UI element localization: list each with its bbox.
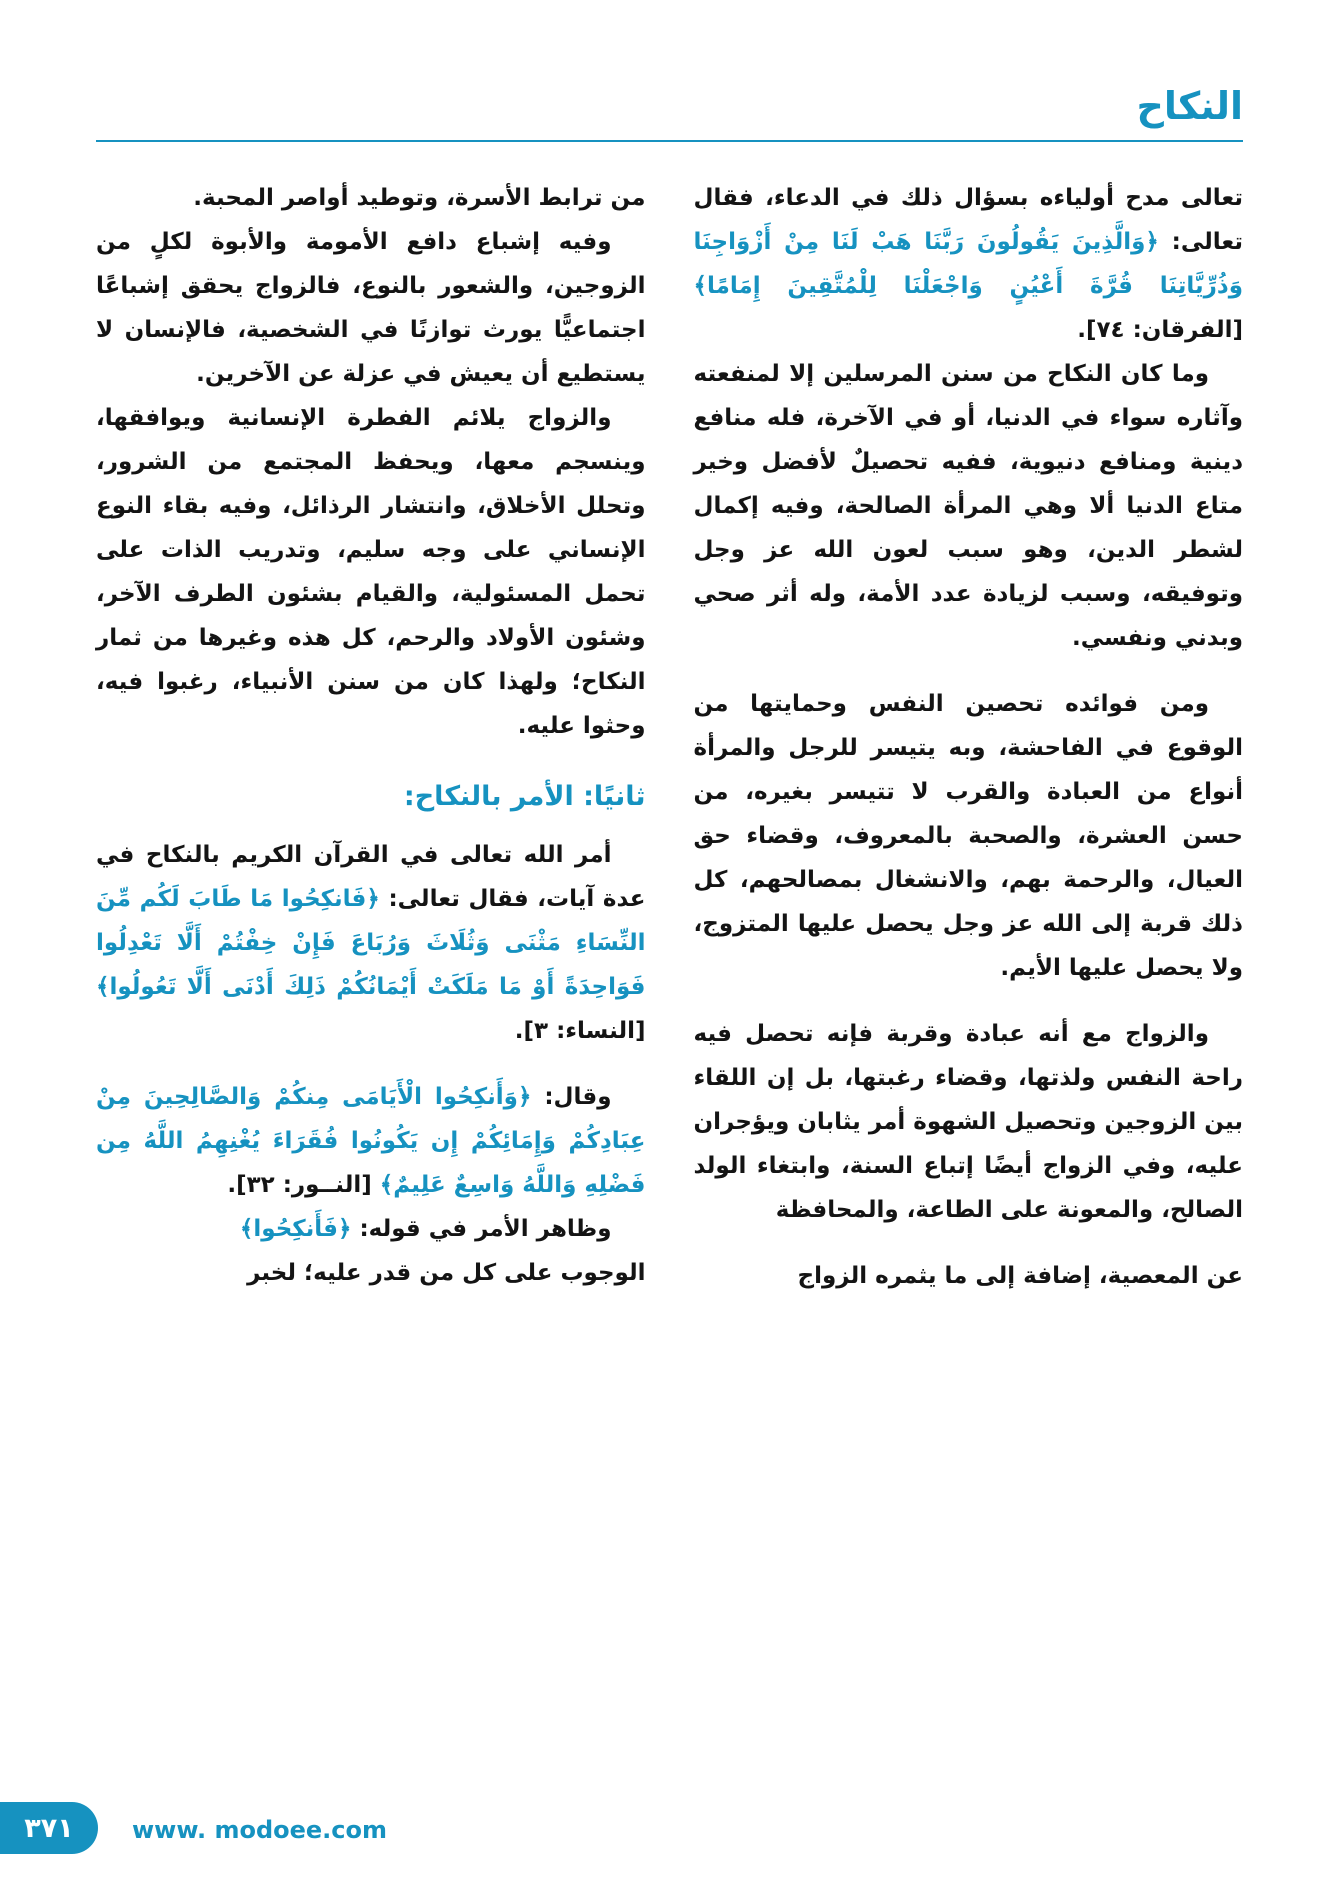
body-text: وقال: — [531, 1083, 612, 1110]
body-paragraph — [96, 1075, 646, 1207]
body-paragraph: عن المعصية، إضافة إلى ما يثمره الزواج — [797, 1262, 1243, 1289]
page-number: ٣٧١ — [24, 1812, 74, 1844]
page-footer — [0, 1790, 1339, 1890]
body-paragraph: ومن فوائده تحصين النفس وحمايتها من الوقوع في الفاحشة، وبه يتيسر للرجل والمرأة أنواع من العبادة والقرب لا تتيسر بغيره، من حسن العشرة، والصحبة بالمعروف، وقضاء حق العيال، والرحمة بهم، والانشغال بمصالحهم، كل ذلك قربة إلى الله عز وجل يحصل عليها المتزوج، ولا يحصل عليها الأيم. — [693, 690, 1243, 981]
quran-verse: ﴿فَأَنكِحُوا﴾ — [239, 1215, 352, 1242]
page-header — [0, 0, 1339, 142]
right-column — [694, 176, 1244, 1298]
body-paragraph — [96, 833, 646, 1053]
text-columns — [0, 142, 1339, 1298]
quran-verse: ﴿وَأَنكِحُوا الْأَيَامَى مِنكُمْ وَالصَّالِحِينَ مِنْ عِبَادِكُمْ وَإِمَائِكُمْ إِن يَكُونُوا فُقَرَاءَ يُغْنِهِمُ اللَّهُ مِن فَضْلِهِ وَاللَّهُ وَاسِعٌ عَلِيمٌ﴾ — [96, 1083, 646, 1198]
body-text: وظاهر الأمر في قوله: — [351, 1215, 612, 1242]
body-paragraph: وفيه إشباع دافع الأمومة والأبوة لكلٍ من الزوجين، والشعور بالنوع، فالزواج يحقق إشباعًا اجتماعيًّا يورث توازنًا في الشخصية، فالإنسان لا يستطيع أن يعيش في عزلة عن الآخرين. — [96, 228, 646, 387]
body-paragraph: الوجوب على كل من قدر عليه؛ لخبر — [247, 1259, 646, 1286]
body-paragraph: والزواج يلائم الفطرة الإنسانية ويوافقها، وينسجم معها، ويحفظ المجتمع من الشرور، وتحلل الأخلاق، وانتشار الرذائل، وفيه بقاء النوع الإنساني على وجه سليم، وتدريب الذات على تحمل المسئولية، والقيام بشئون الطرف الآخر، وشئون الأولاد والرحم، كل هذه وغيرها من ثمار النكاح؛ ولهذا كان من سنن الأنبياء، رغبوا فيه، وحثوا عليه. — [96, 404, 646, 739]
verse-reference: [النساء: ٣]. — [514, 1017, 646, 1044]
chapter-title: النكاح — [1136, 84, 1243, 128]
quran-verse: ﴿فَانكِحُوا مَا طَابَ لَكُم مِّنَ النِّسَاءِ مَثْنَى وَثُلَاثَ وَرُبَاعَ فَإِنْ خِفْتُمْ أَلَّا تَعْدِلُوا فَوَاحِدَةً أَوْ مَا مَلَكَتْ أَيْمَانُكُمْ ذَلِكَ أَدْنَى أَلَّا تَعُولُوا﴾ — [96, 885, 646, 1000]
body-text: تعالى مدح أولياءه بسؤال ذلك في الدعاء، فقال تعالى: — [693, 184, 1243, 255]
body-paragraph: والزواج مع أنه عبادة وقربة فإنه تحصل فيه راحة النفس ولذتها، وقضاء رغبتها، بل إن اللقاء بين الزوجين وتحصيل الشهوة أمر يثابان ويؤجران عليه، وفي الزواج أيضًا إتباع السنة، وابتغاء الولد الصالح، والمعونة على الطاعة، والمحافظة — [693, 1020, 1243, 1223]
body-paragraph — [694, 176, 1244, 352]
body-paragraph: وما كان النكاح من سنن المرسلين إلا لمنفعته وآثاره سواء في الدنيا، أو في الآخرة، فله منافع دينية ومنافع دنيوية، ففيه تحصيلٌ لأفضل وخير متاع الدنيا ألا وهي المرأة الصالحة، وفيه إكمال لشطر الدين، وهو سبب لعون الله عز وجل وتوفيقه، وسبب لزيادة عدد الأمة، وله أثر صحي وبدني ونفسي. — [693, 360, 1243, 651]
verse-reference: [النــور: ٣٢]. — [227, 1171, 380, 1198]
quran-verse: ﴿وَالَّذِينَ يَقُولُونَ رَبَّنَا هَبْ لَنَا مِنْ أَزْوَاجِنَا وَذُرِّيَّاتِنَا قُرَّةَ أَعْيُنٍ وَاجْعَلْنَا لِلْمُتَّقِينَ إِمَامًا﴾ — [693, 228, 1243, 299]
body-paragraph — [96, 1207, 646, 1251]
page-number-badge — [0, 1802, 98, 1854]
left-column — [96, 176, 646, 1298]
section-heading: ثانيًا: الأمر بالنكاح: — [403, 780, 646, 812]
body-paragraph: من ترابط الأسرة، وتوطيد أواصر المحبة. — [193, 184, 646, 211]
website-text: www. modoee.com — [132, 1816, 388, 1844]
body-text: أمر الله تعالى في القرآن الكريم بالنكاح في عدة آيات، فقال تعالى: — [96, 841, 646, 912]
verse-reference: [الفرقان: ٧٤]. — [1077, 316, 1243, 343]
